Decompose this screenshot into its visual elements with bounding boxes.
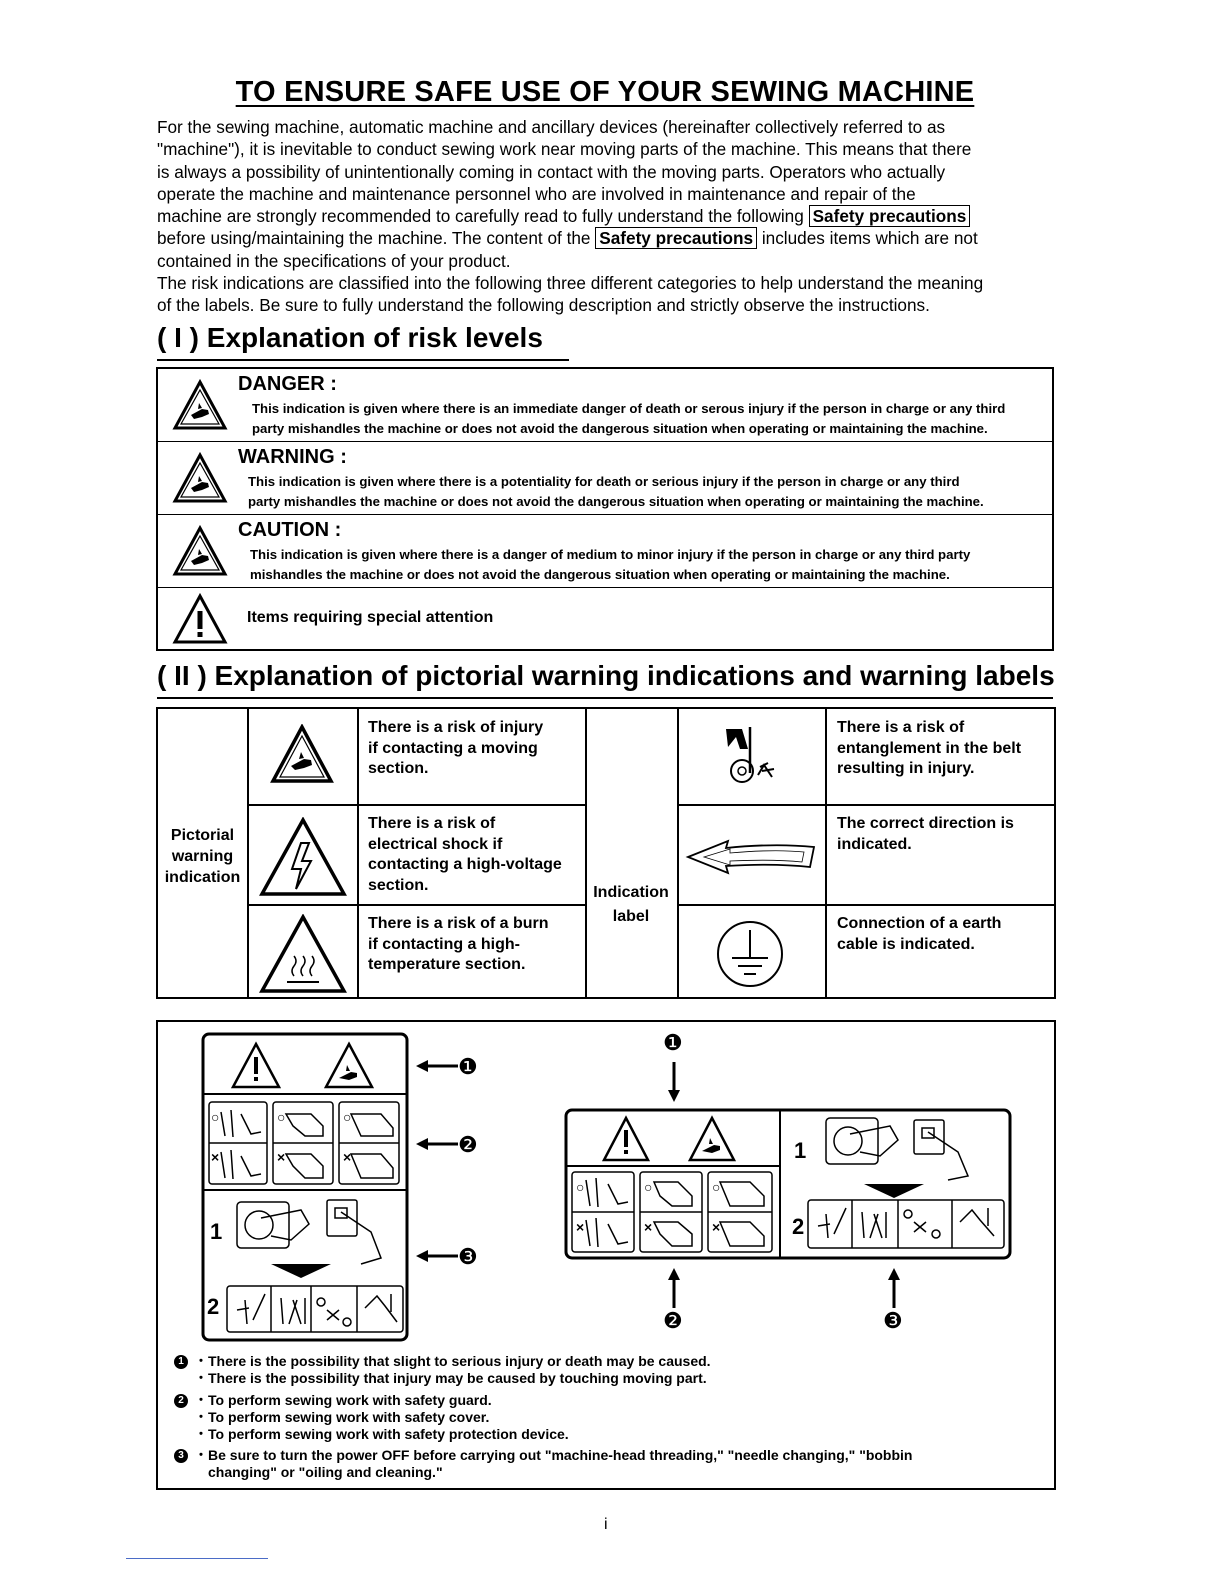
intro-paragraph [157, 116, 1057, 317]
caution-row [158, 515, 1052, 588]
earth-text [837, 914, 1001, 955]
page-title: TO ENSURE SAFE USE OF YOUR SEWING MACHINE [235, 76, 975, 108]
text-line: if contacting a moving [368, 739, 538, 757]
intro-text: includes items which are not [761, 228, 978, 249]
intro-text: before using/maintaining the machine. The content of the [157, 228, 591, 249]
pictorial-warning-label [158, 825, 247, 888]
svg-text:×: × [712, 1219, 721, 1235]
caution-label: CAUTION : [238, 519, 342, 541]
intro-line: For the sewing machine, automatic machine and ancillary devices (hereinafter collectively referred to as [157, 117, 946, 137]
note-3a: 3 ・Be sure to turn the power OFF before carrying out "machine-head threading," "needle changing," "bobbin [174, 1447, 912, 1464]
intro-line: The risk indications are classified into the following three different categories to help understand the meaning [157, 273, 984, 294]
text-line: There is a risk of injury [368, 719, 544, 736]
warning-label: WARNING : [238, 446, 347, 468]
svg-text:○: ○ [712, 1179, 721, 1195]
text-line: electrical shock if [368, 835, 503, 853]
text-line: section. [368, 876, 429, 894]
note-1b: ・There is the possibility that injury may be caused by touching moving part. [194, 1370, 707, 1386]
note-2a: 2 ・To perform sewing work with safety guard. [174, 1392, 492, 1409]
warning-desc-line: party mishandles the machine or does not avoid the dangerous situation when operating or maintaining the machine. [248, 494, 984, 509]
text-line: section. [368, 760, 429, 777]
intro-line [157, 205, 1057, 227]
danger-desc-line: party mishandles the machine or does not avoid the dangerous situation when operating or maintaining the machine. [252, 421, 988, 436]
intro-line: is always a possibility of unintentionally coming in contact with the moving parts. Operators who actually [157, 161, 946, 182]
svg-text:×: × [644, 1219, 653, 1235]
note-3b: changing" or "oiling and cleaning." [208, 1464, 443, 1480]
section2-heading [157, 660, 1055, 692]
caution-desc-line: mishandles the machine or does not avoid the dangerous situation when operating or maintaining the machine. [250, 567, 950, 582]
text-line: contacting a high-voltage [368, 856, 562, 873]
direction-text [837, 814, 1014, 855]
svg-text:×: × [576, 1219, 585, 1235]
text-line: There is a risk of [368, 815, 496, 832]
moving-risk-text [368, 718, 543, 780]
text-line: indicated. [837, 835, 912, 853]
svg-text:○: ○ [576, 1179, 585, 1195]
label-line: Indication [593, 884, 669, 901]
shock-risk-text [368, 814, 562, 896]
belt-risk-text [837, 718, 1021, 780]
label-line: Pictorial [170, 827, 235, 844]
svg-text:○: ○ [277, 1109, 286, 1125]
danger-hand-icon [172, 379, 228, 431]
high-voltage-icon [259, 817, 347, 897]
attention-row [158, 588, 1052, 649]
intro-text: machine are strongly recommended to carefully read to fully understand the following [157, 206, 804, 227]
danger-label: DANGER : [238, 373, 337, 395]
text-line: cable is indicated. [837, 935, 975, 953]
svg-text:○: ○ [644, 1179, 653, 1195]
danger-description [252, 399, 1005, 439]
text-line: temperature section. [368, 956, 526, 973]
step-2-marker: 2 [207, 1294, 220, 1319]
note-1a: 1 ・There is the possibility that slight to serious injury or death may be caused. [174, 1353, 711, 1370]
caution-desc-line: This indication is given where there is a danger of medium to minor injury if the person in charge or any third party [250, 547, 971, 562]
callout-arrows-right [658, 1052, 918, 1322]
callout-1-right: ❶ [663, 1030, 683, 1055]
warning-description [248, 472, 984, 512]
section1-heading [157, 322, 543, 354]
svg-text:×: × [211, 1149, 220, 1165]
belt-entanglement-icon [720, 723, 790, 787]
moving-part-hand-icon [270, 724, 334, 784]
callout-3-left: ❸ [458, 1244, 478, 1269]
label-line: indication [164, 869, 241, 886]
text-line: if contacting a high- [368, 935, 520, 953]
callout-1-left: ❶ [458, 1054, 478, 1079]
svg-text:×: × [343, 1149, 352, 1165]
step-1-marker: 1 [210, 1219, 223, 1244]
exclamation-icon [172, 593, 228, 645]
intro-line [157, 227, 1057, 249]
svg-text:×: × [277, 1149, 286, 1165]
section1-title: ( I ) Explanation of risk levels [157, 322, 543, 353]
intro-line: "machine"), it is inevitable to conduct sewing work near moving parts of the machine. This means that there [157, 139, 972, 160]
label-line: label [612, 908, 650, 925]
hot-surface-icon [259, 914, 347, 994]
label-line: warning [171, 848, 234, 865]
callout-2-right: ❷ [663, 1308, 683, 1333]
footer-rule [126, 1558, 268, 1559]
warning-row [158, 442, 1052, 515]
note-2c: ・To perform sewing work with safety protection device. [194, 1426, 569, 1442]
text-line: The correct direction is [837, 815, 1014, 832]
safety-precautions-box: Safety precautions [595, 227, 757, 249]
pictorial-warning-table [156, 707, 1056, 999]
danger-row [158, 369, 1052, 442]
indication-label-heading [585, 881, 677, 929]
svg-text:○: ○ [211, 1109, 220, 1125]
danger-desc-line: This indication is given where there is an immediate danger of death or serous injury if the person in charge or any third [252, 401, 1006, 416]
safety-precautions-box: Safety precautions [809, 205, 971, 227]
step-1-marker-right: 1 [794, 1138, 807, 1163]
intro-line: contained in the specifications of your product. [157, 250, 511, 271]
vertical-warning-label [201, 1032, 409, 1342]
intro-line: operate the machine and maintenance personnel who are involved in maintenance and repair of the [157, 183, 916, 204]
svg-text:○: ○ [343, 1109, 352, 1125]
earth-ground-icon [714, 918, 786, 990]
warning-desc-line: This indication is given where there is a potentiality for death or serious injury if the person in charge or any third [248, 474, 960, 489]
warning-label-illustration [156, 1020, 1056, 1490]
callout-2-left: ❷ [458, 1132, 478, 1157]
text-line: resulting in injury. [837, 760, 975, 777]
step-2-marker-right: 2 [792, 1214, 805, 1239]
caution-hand-icon [172, 525, 228, 577]
note-text: ・To perform sewing work with safety guard. [194, 1392, 492, 1408]
section2-title: ( II ) Explanation of pictorial warning indications and warning labels [157, 660, 1055, 691]
callout-3-right: ❸ [883, 1308, 903, 1333]
text-line: There is a risk of [837, 719, 965, 736]
intro-line: of the labels. Be sure to fully understand the following description and strictly observe the instructions. [157, 295, 930, 316]
text-line: entanglement in the belt [837, 739, 1022, 757]
page-number: i [604, 1516, 608, 1533]
note-text: ・Be sure to turn the power OFF before carrying out "machine-head threading," "needle changing," "bobbin [194, 1447, 913, 1463]
direction-arrow-icon [684, 837, 818, 877]
text-line: Connection of a earth [837, 915, 1002, 932]
burn-risk-text [368, 914, 549, 976]
caution-description [250, 545, 970, 585]
attention-label: Items requiring special attention [247, 609, 494, 626]
note-2b: ・To perform sewing work with safety cover. [194, 1409, 490, 1425]
warning-hand-icon [172, 452, 228, 504]
risk-level-table [156, 367, 1054, 651]
note-text: ・There is the possibility that slight to serious injury or death may be caused. [194, 1353, 711, 1369]
text-line: There is a risk of a burn [368, 915, 549, 932]
